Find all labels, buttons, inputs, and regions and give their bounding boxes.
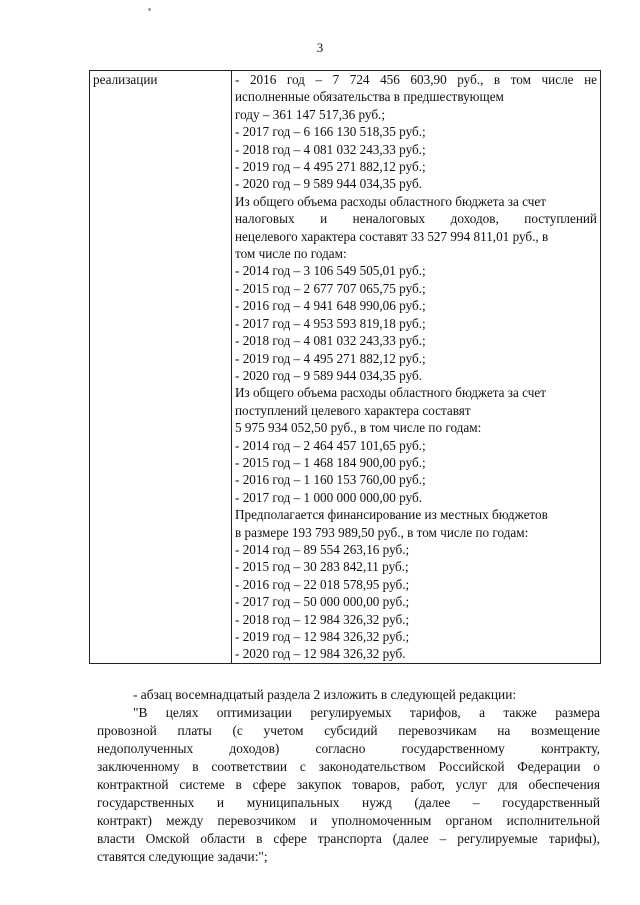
table-line: налоговых и неналоговых доходов, поступлений (235, 211, 597, 227)
paragraph-line: контрактной системе в сфере закупок товаров, работ, услуг для обеспечения (97, 777, 600, 792)
paragraph-line: ставятся следующие задачи:"; (97, 849, 268, 864)
table-line: Предполагается финансирование из местных бюджетов (235, 507, 548, 523)
table-line: - 2018 год – 4 081 032 243,33 руб.; (235, 141, 426, 157)
paragraph-line: "В целях оптимизации регулируемых тарифов, а также размера (133, 705, 600, 720)
table-line: - 2020 год – 9 589 944 034,35 руб. (235, 176, 423, 192)
page-number: 3 (316, 40, 324, 55)
table-line: году – 361 147 517,36 руб.; (235, 106, 386, 122)
table-line: Из общего объема расходы областного бюджета за счет (235, 193, 546, 209)
table-line: - 2016 год – 7 724 456 603,90 руб., в том числе не (235, 72, 597, 87)
paragraph-line: заключенному в соответствии с законодательством Российской Федерации о (97, 759, 600, 774)
budget-table (89, 70, 601, 664)
table-line: - 2018 год – 12 984 326,32 руб.; (235, 611, 410, 627)
table-line: - 2020 год – 12 984 326,32 руб. (235, 646, 406, 662)
table-line: - 2015 год – 2 677 707 065,75 руб.; (235, 280, 426, 296)
table-line: - 2020 год – 9 589 944 034,35 руб. (235, 367, 423, 383)
amendment-text (97, 686, 600, 866)
table-line: нецелевого характера составят 33 527 994 811,01 руб., в (235, 228, 549, 244)
table-line: - 2016 год – 22 018 578,95 руб.; (235, 576, 410, 592)
table-line: - 2014 год – 89 554 263,16 руб.; (235, 541, 410, 557)
table-line: - 2018 год – 4 081 032 243,33 руб.; (235, 333, 426, 349)
table-line: исполненные обязательства в предшествующем (235, 89, 504, 105)
table-line: том числе по годам: (235, 246, 347, 262)
table-line: - 2017 год – 50 000 000,00 руб.; (235, 594, 410, 610)
paragraph-line: провозной платы (с учетом субсидий перевозчикам на возмещение (97, 723, 600, 738)
scan-speck (148, 8, 151, 11)
table-line: поступлений целевого характера составят (235, 402, 471, 418)
paragraph-line: государственных и муниципальных нужд (далее – государственный (97, 795, 600, 810)
paragraph-line: недополученных доходов) согласно государственному контракту, (97, 741, 600, 756)
paragraph-line: контракт) между перевозчиком и уполномоченным органом исполнительной (97, 813, 600, 828)
table-line: - 2017 год – 1 000 000 000,00 руб. (235, 489, 423, 505)
table-line: - 2017 год – 4 953 593 819,18 руб.; (235, 315, 426, 331)
table-content-cell (232, 71, 601, 664)
paragraph-line: власти Омской области в сфере транспорта (далее – регулируемые тарифы), (97, 831, 600, 846)
table-line: - 2019 год – 4 495 271 882,12 руб.; (235, 350, 426, 366)
paragraph-line: - абзац восемнадцатый раздела 2 изложить в следующей редакции: (133, 687, 517, 702)
table-line: - 2014 год – 3 106 549 505,01 руб.; (235, 263, 426, 279)
table-line: - 2016 год – 4 941 648 990,06 руб.; (235, 298, 426, 314)
table-line: - 2014 год – 2 464 457 101,65 руб.; (235, 437, 426, 453)
table-label: реализации (93, 72, 158, 87)
table-row (90, 71, 601, 664)
table-line: - 2019 год – 4 495 271 882,12 руб.; (235, 159, 426, 175)
table-line: в размере 193 793 989,50 руб., в том числе по годам: (235, 524, 529, 540)
table-line: Из общего объема расходы областного бюджета за счет (235, 385, 546, 401)
table-line: - 2017 год – 6 166 130 518,35 руб.; (235, 124, 426, 140)
table-line: - 2015 год – 30 283 842,11 руб.; (235, 559, 409, 575)
table-line: - 2019 год – 12 984 326,32 руб.; (235, 629, 410, 644)
table-line: 5 975 934 052,50 руб., в том числе по годам: (235, 420, 482, 436)
table-line: - 2016 год – 1 160 153 760,00 руб.; (235, 472, 426, 488)
table-label-cell (90, 71, 232, 664)
table-line: - 2015 год – 1 468 184 900,00 руб.; (235, 454, 426, 470)
